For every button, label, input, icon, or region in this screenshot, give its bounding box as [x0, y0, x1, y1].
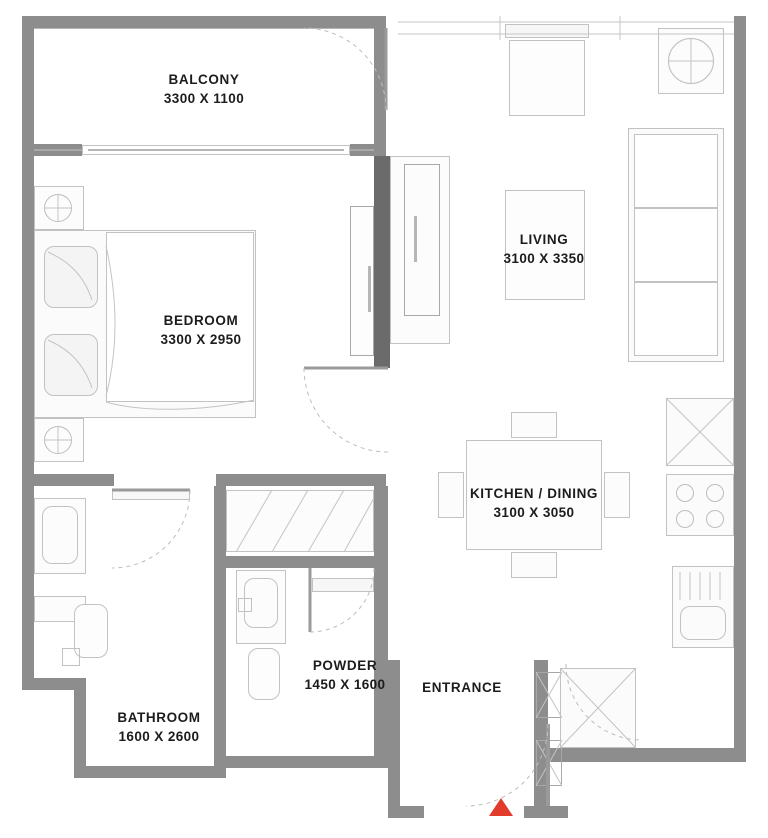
- hob-burner-2: [706, 484, 724, 502]
- sink-basin: [680, 606, 726, 640]
- pillow-right: [44, 334, 98, 396]
- sofa-cushion-3: [634, 282, 718, 356]
- powder-shelf: [238, 598, 252, 612]
- wall-balcony-bottom-right: [350, 144, 386, 156]
- kitchen-hob: [666, 474, 734, 536]
- swing-bathroom: [112, 490, 190, 568]
- bath-door-panel: [112, 490, 190, 500]
- wall-left-upper: [22, 16, 34, 486]
- wall-powder-bottom: [226, 756, 388, 768]
- lamp-top-icon: [44, 194, 72, 222]
- wall-balcony-bottom: [22, 144, 82, 156]
- sofa-cushion-2: [634, 208, 718, 282]
- table-lamp-icon: [668, 38, 714, 84]
- kitchen-counter-upper: [666, 398, 734, 466]
- wall-kitchen-bottom: [534, 748, 734, 762]
- powder-counter: [312, 578, 374, 592]
- room-label-bedroom: BEDROOM 3300 X 2950: [160, 313, 242, 347]
- wall-bedroom-bottom-left: [22, 474, 114, 486]
- balcony-glazing-line: [88, 149, 344, 151]
- door-jamb-lower: [536, 740, 562, 786]
- wall-bedroom-bottom-right: [216, 474, 386, 486]
- bath-shelf: [62, 648, 80, 666]
- dining-chair-top: [511, 412, 557, 438]
- hob-burner-3: [676, 510, 694, 528]
- entry-direction-marker: [489, 798, 513, 816]
- sliding-door-line: [368, 266, 371, 312]
- wall-entrance-bottom-left: [388, 806, 424, 818]
- hob-burner-1: [676, 484, 694, 502]
- dining-chair-bottom: [511, 552, 557, 578]
- sofa-cushion-1: [634, 134, 718, 208]
- swing-bedroom: [304, 368, 388, 452]
- door-jamb-upper: [536, 672, 562, 718]
- room-label-powder: POWDER 1450 X 1600: [304, 658, 386, 692]
- bathtub-basin: [42, 506, 78, 564]
- tv-console: [505, 24, 589, 38]
- room-label-kitchen-dining: KITCHEN / DINING 3100 X 3050: [469, 486, 599, 520]
- wall-bath-left: [22, 474, 34, 690]
- wall-bath-step: [22, 678, 86, 690]
- pillow-left: [44, 246, 98, 308]
- wall-right-outer: [734, 16, 746, 762]
- room-label-living: LIVING 3100 X 3350: [503, 232, 585, 266]
- hob-burner-4: [706, 510, 724, 528]
- corridor-closet: [226, 490, 374, 552]
- wall-top-balcony: [22, 16, 386, 28]
- tv-screen: [509, 40, 585, 116]
- wall-bedroom-right: [374, 156, 390, 368]
- wardrobe-handle: [414, 216, 417, 262]
- wall-powder-top: [226, 556, 388, 568]
- annotation-entrance: ENTRANCE: [422, 680, 502, 695]
- balcony-top-band-1: [34, 28, 374, 29]
- wardrobe-door-left: [404, 164, 440, 316]
- room-label-balcony: BALCONY 3300 X 1100: [163, 72, 245, 106]
- wall-balcony-right: [374, 16, 386, 144]
- kitchen-base-unit: [560, 668, 636, 748]
- room-label-bathroom: BATHROOM 1600 X 2600: [117, 710, 201, 744]
- wall-bath-bottom: [74, 766, 226, 778]
- lamp-bottom-icon: [44, 426, 72, 454]
